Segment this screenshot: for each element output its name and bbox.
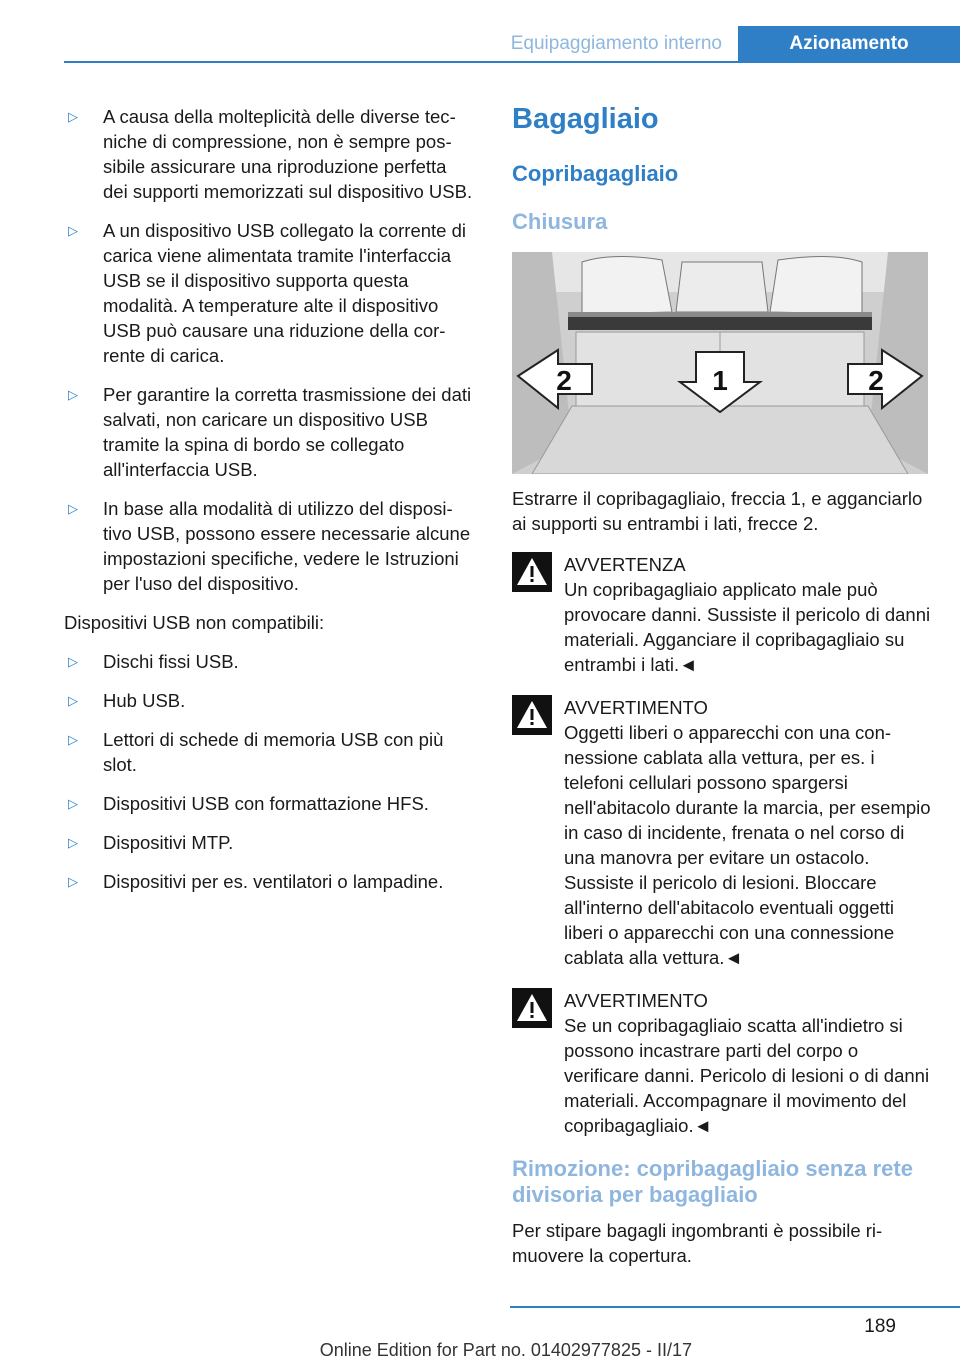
list-item: ▷ Hub USB. bbox=[64, 688, 474, 713]
warning-text: Se un copribagagliaio scatta all'indietro si possono incastrare parti del corpo o verificare danni. Pericolo di lesioni o di danni materiali. Accompagnare il movimento del copribagagliaio.◄ bbox=[564, 1015, 930, 1136]
list-item: ▷ Per garantire la corretta trasmissione dei dati salvati, non caricare un dispositivo USB tramite la spina di bordo se collegato all'interfaccia USB. bbox=[64, 382, 474, 482]
warning-box bbox=[512, 552, 932, 677]
warning-icon bbox=[512, 695, 552, 735]
triangle-bullet-icon: ▷ bbox=[68, 654, 78, 669]
topic-title: Chiusura bbox=[512, 209, 608, 234]
subsection-title: Copribagagliaio bbox=[512, 161, 679, 186]
list-item: ▷ Dispositivi per es. ventilatori o lampadine. bbox=[64, 869, 474, 894]
list-item: ▷ Dispositivi MTP. bbox=[64, 830, 474, 855]
warning-title: AVVERTIMENTO bbox=[564, 697, 708, 718]
warning-box bbox=[512, 988, 932, 1138]
trunk-diagram bbox=[512, 252, 928, 474]
triangle-bullet-icon: ▷ bbox=[68, 387, 78, 402]
left-column bbox=[64, 104, 474, 908]
incompatible-label: Dispositivi USB non compatibili: bbox=[64, 612, 325, 633]
warning-title: AVVERTIMENTO bbox=[564, 990, 708, 1011]
list-item: ▷ Dischi fissi USB. bbox=[64, 649, 474, 674]
removal-text: Per stipare bagagli ingombranti è possibile rimuovere la copertura. bbox=[512, 1220, 883, 1266]
page-number: 189 bbox=[864, 1316, 896, 1337]
triangle-bullet-icon: ▷ bbox=[68, 223, 78, 238]
footer-rule bbox=[510, 1306, 960, 1308]
list-item: ▷ Dispositivi USB con formattazione HFS. bbox=[64, 791, 474, 816]
warning-icon bbox=[512, 552, 552, 592]
triangle-bullet-icon: ▷ bbox=[68, 693, 78, 708]
instruction-text: Estrarre il copribagagliaio, freccia 1, e agganciarlo ai supporti su entrambi i lati, frecce 2. bbox=[512, 488, 923, 534]
triangle-bullet-icon: ▷ bbox=[68, 109, 78, 124]
triangle-bullet-icon: ▷ bbox=[68, 796, 78, 811]
list-item: ▷ In base alla modalità di utilizzo del dispositivo USB, possono essere necessarie alcune impostazioni specifiche, vedere le Istruzioni per l'uso del dispositivo. bbox=[64, 496, 474, 596]
triangle-bullet-icon: ▷ bbox=[68, 501, 78, 516]
triangle-bullet-icon: ▷ bbox=[68, 874, 78, 889]
figure-label-2-right: 2 bbox=[868, 365, 884, 396]
header-chapter-tab[interactable]: Azionamento bbox=[738, 26, 960, 61]
section-title: Bagagliaio bbox=[512, 103, 659, 135]
right-column bbox=[512, 100, 932, 1284]
warning-text: Un copribagagliaio applicato male può provocare danni. Sussiste il pericolo di danni materiali. Agganciare il copribagagliaio su entrambi i lati.◄ bbox=[564, 579, 931, 675]
removal-heading: Rimozione: copribagagliaio senza rete divisoria per bagagliaio bbox=[512, 1156, 913, 1207]
triangle-bullet-icon: ▷ bbox=[68, 835, 78, 850]
warning-icon bbox=[512, 988, 552, 1028]
list-item: ▷ A causa della molteplicità delle diverse tecniche di compressione, non è sempre possibile assicurare una riproduzione perfetta dei supporti memorizzati sul dispositivo USB. bbox=[64, 104, 474, 204]
warning-box bbox=[512, 695, 932, 970]
header-rule bbox=[64, 61, 960, 63]
warning-text: Oggetti liberi o apparecchi con una connessione cablata alla vettura, per es. i telefoni cellulari possono spargersi nell'abitacolo durante la marcia, per esempio in caso di incidente, frenata o nel corso di una manovra per evitare un ostacolo. Sussiste il pericolo di lesioni. Bloccare all'interno dell'abitacolo eventuali oggetti liberi o apparecchi con una connessione cablata alla vettura.◄ bbox=[564, 722, 931, 968]
luggage-cover-illustration bbox=[512, 252, 928, 474]
edition-note: Online Edition for Part no. 01402977825 - II/17 bbox=[319, 1340, 692, 1360]
header-section-tab[interactable]: Equipaggiamento interno bbox=[510, 33, 722, 54]
figure-label-1: 1 bbox=[712, 365, 728, 396]
warning-title: AVVERTENZA bbox=[564, 554, 686, 575]
list-item: ▷ Lettori di schede di memoria USB con più slot. bbox=[64, 727, 474, 777]
list-item: ▷ A un dispositivo USB collegato la corrente di carica viene alimentata tramite l'interfaccia USB se il dispositivo supporta questa modalità. A temperature alte il dispositivo USB può causare una riduzione della corrente di carica. bbox=[64, 218, 474, 368]
triangle-bullet-icon: ▷ bbox=[68, 732, 78, 747]
figure-label-2-left: 2 bbox=[556, 365, 572, 396]
